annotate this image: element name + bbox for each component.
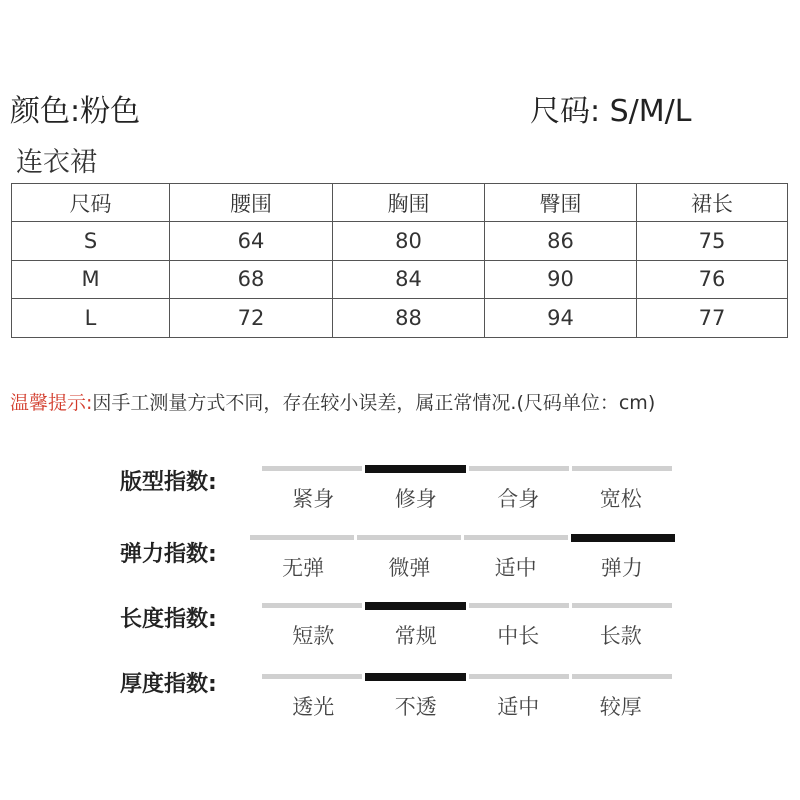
length-index-option: 中长 xyxy=(497,623,540,648)
thickness-index-option: 适中 xyxy=(497,694,540,719)
table-cell: M xyxy=(12,260,170,299)
elasticity-index-option: 适中 xyxy=(494,555,537,580)
table-header-row xyxy=(12,184,788,222)
table-cell: 75 xyxy=(637,222,788,261)
tip-text: 因手工测量方式不同，存在较小误差，属正常情况.(尺码单位：cm) xyxy=(92,392,656,414)
length-index-segment xyxy=(262,603,362,608)
elasticity-index-option: 无弹 xyxy=(282,555,325,580)
column-header: 臀围 xyxy=(485,184,637,222)
length-index-segment xyxy=(365,602,465,610)
thickness-index-option: 较厚 xyxy=(599,694,642,719)
length-index-segment xyxy=(572,603,672,608)
table-cell: 90 xyxy=(485,260,637,299)
table-row xyxy=(12,222,788,261)
table-cell: L xyxy=(12,299,170,338)
table-cell: 68 xyxy=(170,260,333,299)
elasticity-index-segment xyxy=(464,535,568,540)
fit-index-segment xyxy=(262,466,362,471)
table-row xyxy=(12,299,788,338)
elasticity-index-segment xyxy=(357,535,461,540)
column-header: 裙长 xyxy=(637,184,788,222)
elasticity-index-option: 微弹 xyxy=(388,555,431,580)
fit-index-option: 宽松 xyxy=(599,486,642,511)
elasticity-index-label: 弹力指数: xyxy=(120,542,217,567)
thickness-index-segment xyxy=(262,674,362,679)
fit-index-option: 紧身 xyxy=(292,486,335,511)
table-cell: 84 xyxy=(333,260,485,299)
table-cell: 80 xyxy=(333,222,485,261)
table-cell: 77 xyxy=(637,299,788,338)
table-cell: 94 xyxy=(485,299,637,338)
length-index-segment xyxy=(469,603,569,608)
thickness-index-label: 厚度指数: xyxy=(120,672,217,697)
table-cell: 86 xyxy=(485,222,637,261)
column-header: 胸围 xyxy=(333,184,485,222)
table-cell: S xyxy=(12,222,170,261)
thickness-index-option: 不透 xyxy=(394,694,437,719)
fit-index-segment xyxy=(572,466,672,471)
elasticity-index-segment xyxy=(571,534,675,542)
thickness-index-option: 透光 xyxy=(292,694,335,719)
thickness-index-scale xyxy=(262,674,672,721)
fit-index-label: 版型指数: xyxy=(120,470,217,495)
length-index-label: 长度指数: xyxy=(120,607,217,632)
thickness-index-segment xyxy=(469,674,569,679)
elasticity-index-segment xyxy=(250,535,354,540)
table-row xyxy=(12,260,788,299)
length-index-option: 长款 xyxy=(599,623,642,648)
thickness-index-segment xyxy=(572,674,672,679)
elasticity-index-scale xyxy=(250,535,675,582)
fit-index-segment xyxy=(365,465,465,473)
elasticity-index-option: 弹力 xyxy=(600,555,643,580)
tip-label: 温馨提示: xyxy=(10,392,93,414)
measurement-tip xyxy=(10,388,655,415)
fit-index-scale xyxy=(262,466,672,513)
table-cell: 64 xyxy=(170,222,333,261)
table-cell: 76 xyxy=(637,260,788,299)
color-label: 颜色:粉色 xyxy=(10,94,141,129)
thickness-index-segment xyxy=(365,673,465,681)
table-cell: 88 xyxy=(333,299,485,338)
fit-index-segment xyxy=(469,466,569,471)
product-type: 连衣裙 xyxy=(16,147,97,178)
length-index-option: 常规 xyxy=(394,623,437,648)
fit-index-option: 合身 xyxy=(497,486,540,511)
size-label: 尺码: S/M/L xyxy=(530,94,692,129)
length-index-scale xyxy=(262,603,672,650)
column-header: 尺码 xyxy=(12,184,170,222)
column-header: 腰围 xyxy=(170,184,333,222)
fit-index-option: 修身 xyxy=(394,486,437,511)
length-index-option: 短款 xyxy=(292,623,335,648)
table-cell: 72 xyxy=(170,299,333,338)
size-table xyxy=(11,183,788,338)
